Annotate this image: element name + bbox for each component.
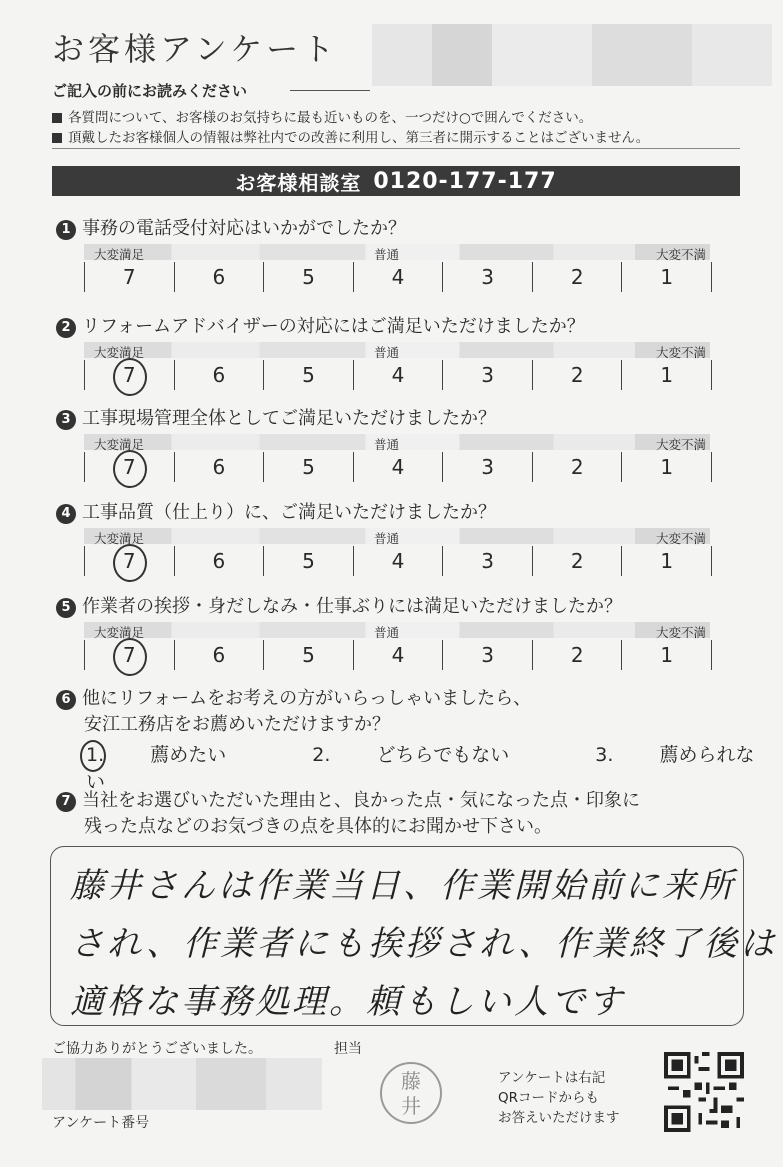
note-text: 頂戴したお客様個人の情報は弊社内での改善に利用し、第三者に開示することはございません。 bbox=[68, 130, 650, 146]
rating-value: 6 bbox=[212, 549, 226, 573]
rating-value: 5 bbox=[302, 265, 315, 289]
rating-option[interactable] bbox=[353, 640, 443, 670]
number-4-icon: 4 bbox=[56, 504, 76, 524]
rating-value: 7 bbox=[122, 549, 136, 573]
qr-text-line: お答えいただけます bbox=[498, 1110, 620, 1126]
rating-option[interactable] bbox=[621, 640, 711, 670]
option-number: 2. bbox=[312, 744, 331, 766]
square-bullet-icon bbox=[52, 133, 62, 143]
rating-value: 6 bbox=[212, 455, 226, 479]
option-2[interactable] bbox=[312, 744, 549, 766]
rating-value: 2 bbox=[570, 643, 584, 667]
question-2 bbox=[56, 312, 585, 338]
qr-instructions bbox=[498, 1068, 620, 1128]
rating-option[interactable] bbox=[621, 546, 711, 576]
rating-value: 5 bbox=[302, 363, 315, 387]
option-number: 1. bbox=[86, 744, 105, 766]
question-text: 事務の電話受付対応はいかがでしたか？ bbox=[82, 218, 406, 239]
scale-labels bbox=[84, 622, 710, 640]
staff-label: 担当 bbox=[334, 1041, 362, 1057]
question-text: 作業者の挨拶・身だしなみ・仕事ぶりには満足いただけましたか？ bbox=[82, 596, 622, 617]
rating-option[interactable] bbox=[442, 546, 532, 576]
rating-scale bbox=[84, 622, 710, 674]
scale-label-mid: 普通 bbox=[374, 531, 400, 546]
rating-option[interactable] bbox=[621, 262, 711, 292]
rating-option[interactable] bbox=[174, 546, 264, 576]
rating-value: 4 bbox=[391, 363, 405, 387]
rating-option[interactable] bbox=[174, 640, 264, 670]
number-2-icon: 2 bbox=[56, 318, 76, 338]
divider bbox=[52, 148, 740, 149]
support-banner bbox=[52, 166, 740, 196]
qr-code-icon[interactable] bbox=[664, 1052, 744, 1132]
scale-cells bbox=[84, 262, 712, 292]
stamp-char: 藤 bbox=[401, 1069, 421, 1093]
rating-scale bbox=[84, 244, 710, 296]
rating-value: 5 bbox=[302, 455, 315, 479]
question-7-line2: 残った点などのお気づきの点を具体的にお聞かせ下さい。 bbox=[84, 816, 552, 837]
scale-label-mid: 普通 bbox=[374, 625, 400, 640]
rating-option[interactable] bbox=[85, 452, 174, 482]
rating-option[interactable] bbox=[263, 262, 353, 292]
selection-circle-icon bbox=[113, 638, 147, 676]
rating-value: 6 bbox=[212, 643, 226, 667]
divider bbox=[290, 90, 370, 91]
option-label: 薦められない bbox=[86, 744, 755, 793]
scale-label-left: 大変満足 bbox=[94, 625, 145, 640]
stamp-char: 井 bbox=[401, 1094, 421, 1118]
question-text: 工事現場管理全体としてご満足いただけましたか？ bbox=[82, 408, 496, 429]
scale-cells bbox=[84, 360, 712, 390]
scale-label-right: 大変不満 bbox=[655, 345, 706, 360]
rating-option[interactable] bbox=[263, 360, 353, 390]
rating-option[interactable] bbox=[442, 360, 532, 390]
rating-option[interactable] bbox=[621, 452, 711, 482]
rating-option[interactable] bbox=[85, 546, 174, 576]
option-1[interactable] bbox=[86, 744, 266, 766]
square-bullet-icon bbox=[52, 113, 62, 123]
scale-labels bbox=[84, 342, 710, 360]
redacted-area bbox=[372, 24, 772, 86]
option-label: どちらでもない bbox=[376, 744, 510, 766]
rating-value: 3 bbox=[481, 363, 494, 387]
banner-label: お客様相談室 bbox=[235, 170, 362, 195]
scale-labels bbox=[84, 434, 710, 452]
redacted-area bbox=[42, 1058, 322, 1110]
rating-option[interactable] bbox=[442, 262, 532, 292]
phone-number: 0120-177-177 bbox=[373, 168, 557, 194]
scale-cells bbox=[84, 546, 712, 576]
selection-circle-icon bbox=[113, 358, 147, 396]
scale-label-right: 大変不満 bbox=[655, 247, 706, 262]
question-6-line2: 安江工務店をお薦めいただけますか？ bbox=[84, 714, 390, 735]
handwritten-line-2: され、作業者にも挨拶され、作業終了後は bbox=[70, 924, 778, 964]
scale-labels bbox=[84, 244, 710, 262]
scale-label-left: 大変満足 bbox=[94, 247, 145, 262]
rating-value: 1 bbox=[660, 363, 674, 387]
thanks-text: ご協力ありがとうございました。 bbox=[52, 1041, 262, 1057]
rating-value: 2 bbox=[570, 265, 584, 289]
rating-value: 2 bbox=[570, 455, 584, 479]
note-text: 各質問について、お客様のお気持ちに最も近いものを、一つだけ○で囲んでください。 bbox=[68, 110, 593, 126]
rating-value: 5 bbox=[302, 549, 315, 573]
scale-label-right: 大変不満 bbox=[655, 531, 706, 546]
rating-value: 2 bbox=[570, 363, 584, 387]
scale-labels bbox=[84, 528, 710, 546]
selection-circle-icon bbox=[113, 544, 147, 582]
page-title: お客様アンケート bbox=[52, 30, 339, 68]
rating-option[interactable] bbox=[85, 262, 174, 292]
question-6 bbox=[56, 684, 531, 710]
option-label: 薦めたい bbox=[150, 744, 227, 766]
rating-option[interactable] bbox=[532, 640, 622, 670]
number-5-icon: 5 bbox=[56, 598, 76, 618]
scale-label-mid: 普通 bbox=[374, 345, 400, 360]
number-3-icon: 3 bbox=[56, 410, 76, 430]
scale-cells bbox=[84, 452, 712, 482]
qr-text-line: アンケートは右記 bbox=[498, 1070, 606, 1086]
rating-option[interactable] bbox=[532, 262, 622, 292]
rating-option[interactable] bbox=[621, 360, 711, 390]
scale-label-left: 大変満足 bbox=[94, 345, 145, 360]
rating-option[interactable] bbox=[532, 452, 622, 482]
rating-value: 3 bbox=[481, 455, 494, 479]
rating-value: 4 bbox=[391, 265, 405, 289]
qr-text-line: QRコードからも bbox=[498, 1090, 600, 1106]
rating-option[interactable] bbox=[353, 262, 443, 292]
rating-value: 1 bbox=[660, 549, 674, 573]
scale-label-right: 大変不満 bbox=[655, 625, 706, 640]
rating-value: 3 bbox=[481, 643, 494, 667]
rating-value: 3 bbox=[481, 549, 494, 573]
question-1 bbox=[56, 214, 406, 240]
question-text: 工事品質（仕上り）に、ご満足いただけましたか？ bbox=[82, 502, 496, 523]
rating-option[interactable] bbox=[263, 640, 353, 670]
rating-value: 3 bbox=[481, 265, 494, 289]
rating-option[interactable] bbox=[174, 452, 264, 482]
seal-stamp bbox=[380, 1062, 442, 1124]
rating-value: 1 bbox=[660, 265, 674, 289]
rating-value: 7 bbox=[122, 455, 136, 479]
rating-option[interactable] bbox=[353, 546, 443, 576]
note-2 bbox=[52, 126, 649, 146]
number-6-icon: 6 bbox=[56, 690, 76, 710]
rating-option[interactable] bbox=[532, 360, 622, 390]
pre-heading: ご記入の前にお読みください bbox=[52, 82, 248, 100]
selection-circle-icon bbox=[113, 450, 147, 488]
rating-value: 4 bbox=[391, 643, 405, 667]
rating-value: 6 bbox=[212, 265, 226, 289]
rating-option[interactable] bbox=[85, 360, 174, 390]
rating-value: 5 bbox=[302, 643, 315, 667]
rating-option[interactable] bbox=[85, 640, 174, 670]
question-5 bbox=[56, 592, 622, 618]
rating-value: 2 bbox=[570, 549, 584, 573]
scale-label-left: 大変満足 bbox=[94, 531, 145, 546]
rating-option[interactable] bbox=[174, 360, 264, 390]
number-7-icon: 7 bbox=[56, 792, 76, 812]
survey-number-label: アンケート番号 bbox=[52, 1115, 150, 1131]
rating-scale bbox=[84, 528, 710, 580]
rating-scale bbox=[84, 434, 710, 486]
number-1-icon: 1 bbox=[56, 220, 76, 240]
option-number: 3. bbox=[595, 744, 614, 766]
rating-value: 7 bbox=[122, 265, 136, 289]
question-text: 他にリフォームをお考えの方がいらっしゃいましたら、 bbox=[82, 688, 532, 709]
note-1 bbox=[52, 106, 592, 126]
scale-label-mid: 普通 bbox=[374, 247, 400, 262]
rating-value: 7 bbox=[122, 363, 136, 387]
rating-option[interactable] bbox=[353, 452, 443, 482]
question-7 bbox=[56, 786, 640, 812]
rating-value: 1 bbox=[660, 643, 674, 667]
rating-value: 4 bbox=[391, 549, 405, 573]
scale-label-mid: 普通 bbox=[374, 437, 400, 452]
rating-scale bbox=[84, 342, 710, 394]
rating-option[interactable] bbox=[532, 546, 622, 576]
rating-option[interactable] bbox=[263, 546, 353, 576]
rating-option[interactable] bbox=[263, 452, 353, 482]
rating-value: 4 bbox=[391, 455, 405, 479]
scale-label-right: 大変不満 bbox=[655, 437, 706, 452]
rating-option[interactable] bbox=[174, 262, 264, 292]
scale-cells bbox=[84, 640, 712, 670]
rating-option[interactable] bbox=[442, 640, 532, 670]
question-text: 当社をお選びいただいた理由と、良かった点・気になった点・印象に bbox=[82, 790, 640, 811]
handwritten-line-1: 藤井さんは作業当日、作業開始前に来所 bbox=[70, 866, 736, 906]
handwritten-line-3: 適格な事務処理。頼もしい人です bbox=[70, 982, 625, 1022]
rating-value: 6 bbox=[212, 363, 226, 387]
rating-option[interactable] bbox=[353, 360, 443, 390]
scale-label-left: 大変満足 bbox=[94, 437, 145, 452]
question-4 bbox=[56, 498, 496, 524]
rating-value: 1 bbox=[660, 455, 674, 479]
question-text: リフォームアドバイザーの対応にはご満足いただけましたか？ bbox=[82, 316, 585, 337]
question-3 bbox=[56, 404, 496, 430]
rating-option[interactable] bbox=[442, 452, 532, 482]
rating-value: 7 bbox=[122, 643, 136, 667]
